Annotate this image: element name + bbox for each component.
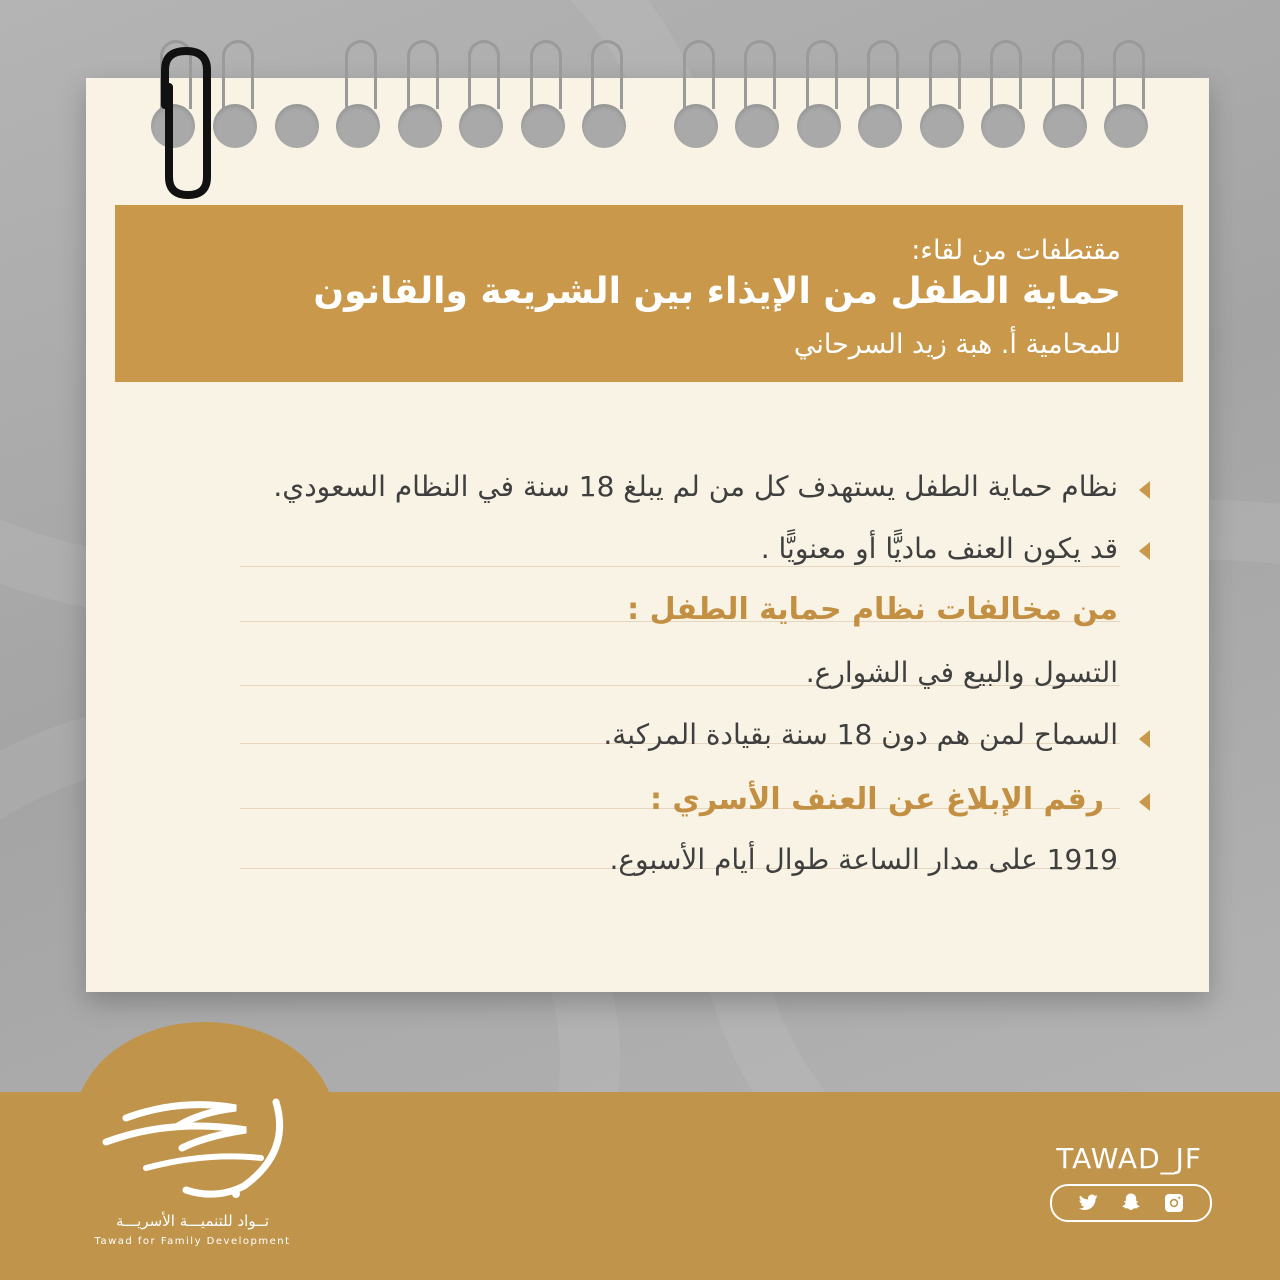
binder-hole <box>858 104 902 148</box>
twitter-icon[interactable] <box>1076 1191 1100 1215</box>
bullet-arrow-icon <box>1139 542 1150 560</box>
logo-english-text: Tawad for Family Development <box>94 1236 291 1247</box>
binder-hole <box>674 104 718 148</box>
binder-hole <box>275 104 319 148</box>
binder-ring <box>591 40 623 109</box>
binder-ring <box>683 40 715 109</box>
section-heading: رقم الإبلاغ عن العنف الأسري : <box>649 782 1104 817</box>
content-line: قد يكون العنف ماديًّا أو معنويًّا . <box>760 532 1118 565</box>
binder-hole <box>1043 104 1087 148</box>
logo-arabic-text: تــواد للتنميـــة الأسريـــة <box>115 1212 270 1230</box>
binder-hole <box>981 104 1025 148</box>
binder-hole <box>582 104 626 148</box>
snapchat-icon[interactable] <box>1119 1191 1143 1215</box>
binder-hole <box>459 104 503 148</box>
tawad-logo-icon <box>86 1082 301 1200</box>
binder-hole <box>398 104 442 148</box>
binder-ring <box>744 40 776 109</box>
banner-subtitle: للمحامية أ. هبة زيد السرحاني <box>793 329 1121 360</box>
bullet-arrow-icon <box>1139 793 1150 811</box>
binder-ring <box>867 40 899 109</box>
binder-hole <box>336 104 380 148</box>
binder-ring <box>345 40 377 109</box>
binder-hole <box>920 104 964 148</box>
binder-ring <box>929 40 961 109</box>
binder-ring <box>806 40 838 109</box>
paperclip-icon <box>141 45 231 200</box>
social-icons-pill <box>1050 1184 1212 1222</box>
social-handle: TAWAD_JF <box>1056 1142 1202 1175</box>
binder-hole <box>735 104 779 148</box>
content-line: نظام حماية الطفل يستهدف كل من لم يبلغ 18 سنة في النظام السعودي. <box>273 470 1118 503</box>
binder-hole <box>1104 104 1148 148</box>
section-heading: من مخالفات نظام حماية الطفل : <box>627 592 1118 627</box>
binder-ring <box>1052 40 1084 109</box>
binder-hole <box>797 104 841 148</box>
binder-ring <box>1113 40 1145 109</box>
banner-title: حماية الطفل من الإيذاء بين الشريعة والقانون <box>313 271 1121 312</box>
binder-ring <box>468 40 500 109</box>
binder-ring <box>990 40 1022 109</box>
binder-hole <box>521 104 565 148</box>
binder-ring <box>530 40 562 109</box>
bullet-arrow-icon <box>1139 730 1150 748</box>
content-line: التسول والبيع في الشوارع. <box>805 656 1118 689</box>
banner-pre-title: مقتطفات من لقاء: <box>911 235 1121 266</box>
ruled-line <box>240 566 1120 567</box>
content-line: 1919 على مدار الساعة طوال أيام الأسبوع. <box>609 843 1118 876</box>
content-line: السماح لمن هم دون 18 سنة بقيادة المركبة. <box>603 718 1118 751</box>
title-banner <box>115 205 1183 382</box>
instagram-icon[interactable] <box>1162 1191 1186 1215</box>
bullet-arrow-icon <box>1139 481 1150 499</box>
binder-ring <box>407 40 439 109</box>
